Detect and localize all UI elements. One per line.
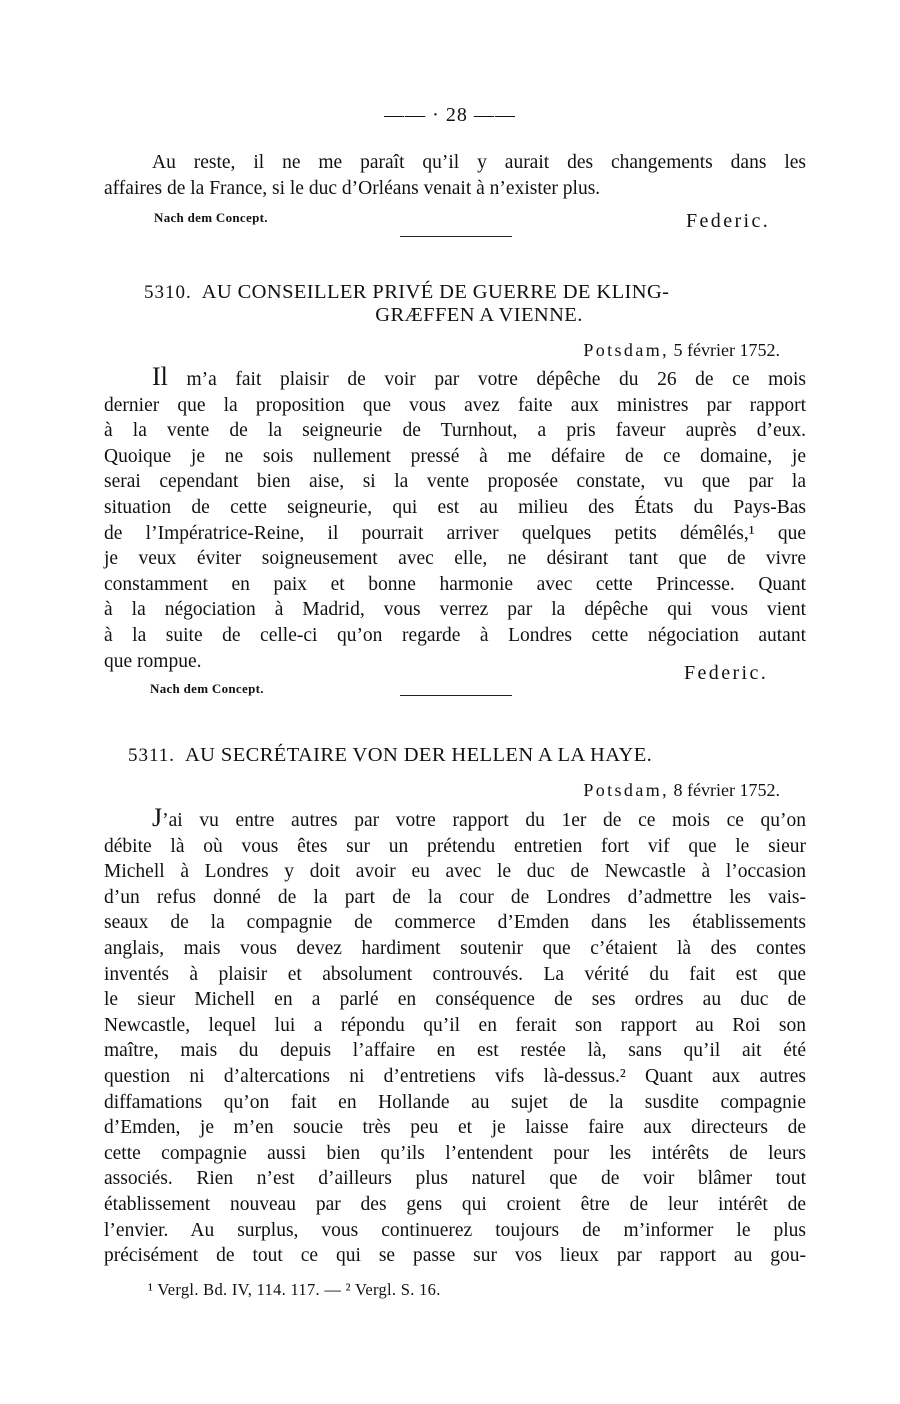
letter-number: 5310. xyxy=(144,282,192,303)
letter-number: 5311. xyxy=(128,745,176,766)
text-line: maître, mais du depuis l’affaire en est restée là, sans qu’il ait été xyxy=(104,1040,806,1062)
text-line: débite là où vous êtes sur un prétendu entretien fort vif que le sieur xyxy=(104,835,806,857)
text-line: l’envier. Au surplus, vous continuerez toujours de m’informer le plus xyxy=(104,1219,806,1241)
letter-heading xyxy=(104,281,806,326)
place: Potsdam, xyxy=(583,340,670,360)
initial-letter: Il xyxy=(152,362,168,391)
text-line: de l’Impératrice-Reine, il pourrait arriver quelques petits démêlés,¹ que xyxy=(104,522,806,544)
text-line: d’Emden, je m’en soucie très peu et je laisse faire aux directeurs de xyxy=(104,1117,806,1139)
footnotes: ¹ Vergl. Bd. IV, 114. 117. — ² Vergl. S. 16. xyxy=(148,1280,441,1299)
initial-letter: J xyxy=(152,803,163,832)
page-number-value: 28 xyxy=(445,104,468,126)
text-line: précisément de tout ce qui se passe sur vos lieux par rapport au gou- xyxy=(104,1245,806,1267)
text-line: établissement nouveau par des gens qui croient être de leur intérêt de xyxy=(104,1193,806,1215)
text-line: constamment en paix et bonne harmonie avec cette Princesse. Quant xyxy=(104,573,806,595)
text-line: Newcastle, lequel lui a répondu qu’il en ferait son rapport au Roi son xyxy=(104,1014,806,1036)
intro-paragraph xyxy=(104,150,806,201)
text-line: cette compagnie aussi bien qu’ils l’entendent pour les intérêts de leurs xyxy=(104,1142,806,1164)
text-line: associés. Rien n’est d’ailleurs plus naturel que de voir blâmer tout xyxy=(104,1168,806,1190)
text-line: diffamations qu’on fait en Hollande au sujet de la susdite compagnie xyxy=(104,1091,806,1113)
text-line: situation de cette seigneurie, qui est au milieu des États du Pays-Bas xyxy=(104,496,806,518)
text-line: Il m’a fait plaisir de voir par votre dépêche du 26 de ce mois xyxy=(152,362,807,391)
text-line: Au reste, il ne me paraît qu’il y aurait des changements dans les xyxy=(152,152,806,173)
source-note: Nach dem Concept. xyxy=(154,210,268,225)
text-line: à la suite de celle-ci qu’on regarde à Londres cette négociation autant xyxy=(104,624,806,646)
text-line: Quoique je ne sois nullement pressé à me défaire de ce domaine, je xyxy=(104,445,806,467)
text-line: affaires de la France, si le duc d’Orléans venait à n’exister plus. xyxy=(104,177,601,199)
letter-heading xyxy=(104,744,806,767)
text-line: inventés à plaisir et absolument controuvés. La vérité du fait est que xyxy=(104,963,806,985)
place: Potsdam, xyxy=(583,780,670,800)
text-line: d’un refus donné de la part de la cour de Londres d’admettre les vais- xyxy=(104,886,806,908)
text-line: seaux de la compagnie de commerce d’Emden dans les établissements xyxy=(104,912,806,934)
text-line: anglais, mais vous devez hardiment soutenir que c’étaient là des contes xyxy=(104,937,806,959)
signature: Federic. xyxy=(684,662,769,684)
text-line: J’ai vu entre autres par votre rapport du 1er de ce mois ce qu’on xyxy=(152,803,806,832)
page-number: —— · 28 —— xyxy=(384,104,516,126)
text-line: à la négociation à Madrid, vous verrez par la dépêche qui vous vient xyxy=(104,599,806,621)
letter-body xyxy=(104,364,806,674)
place-date xyxy=(583,340,780,361)
text-line: dernier que la proposition que vous avez faite aux ministres par rapport xyxy=(104,394,806,416)
text-line: le sieur Michell en a parlé en conséquence de ses ordres au duc de xyxy=(104,989,806,1011)
section-divider xyxy=(400,236,512,237)
place-date xyxy=(583,780,780,801)
text-line: serai cependant bien aise, si la vente proposée constate, vu que par la xyxy=(104,471,806,493)
source-note: Nach dem Concept. xyxy=(150,681,264,696)
text-line: à la vente de la seigneurie de Turnhout, a pris faveur auprès d’eux. xyxy=(104,420,806,442)
date: 5 février 1752. xyxy=(673,340,780,360)
signature: Federic. xyxy=(686,210,771,232)
heading-line: AU SECRÉTAIRE VON DER HELLEN A LA HAYE. xyxy=(184,744,653,766)
heading-line: GRÆFFEN A VIENNE. xyxy=(375,304,583,326)
section-divider xyxy=(400,695,512,696)
letter-body xyxy=(104,805,806,1269)
text-line: Michell à Londres y doit avoir eu avec le duc de Newcastle à l’occasion xyxy=(104,861,806,883)
heading-line: AU CONSEILLER PRIVÉ DE GUERRE DE KLING- xyxy=(201,281,670,303)
text-line: question ni d’altercations ni d’entretiens vifs là-dessus.² Quant aux autres xyxy=(104,1065,806,1087)
text-line: que rompue. xyxy=(104,650,202,672)
text-line: je veux éviter soigneusement avec elle, ne désirant tant que de vivre xyxy=(104,548,806,570)
date: 8 février 1752. xyxy=(673,780,780,800)
